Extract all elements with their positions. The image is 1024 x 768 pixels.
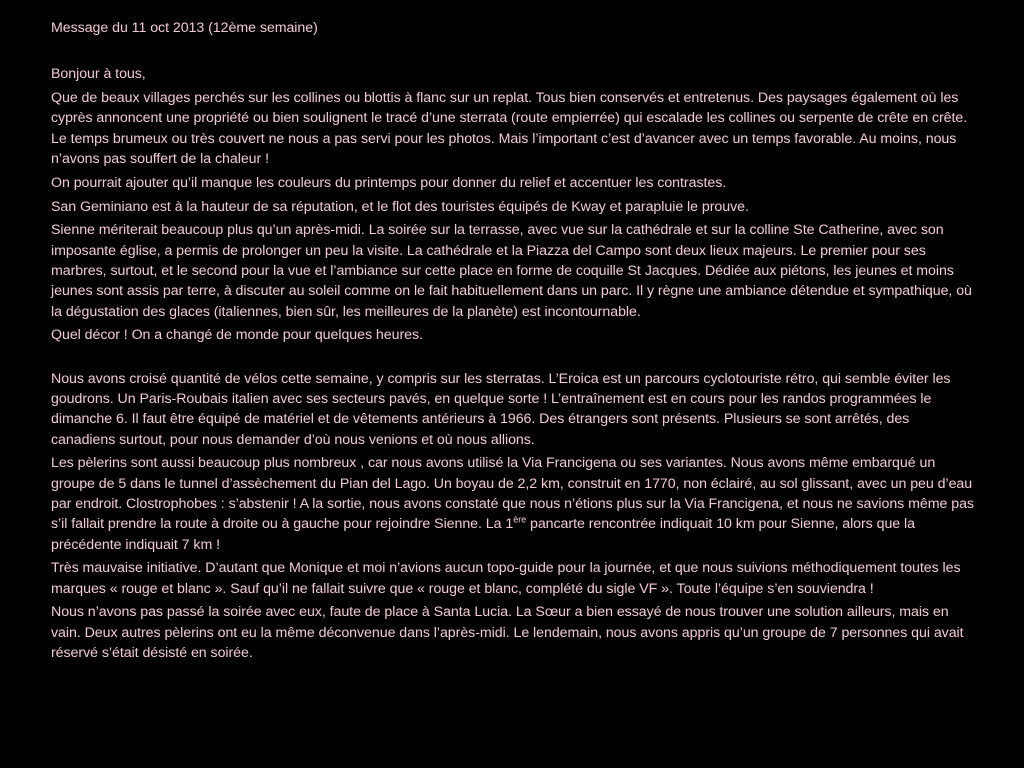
paragraph-pelerins	[51, 453, 977, 554]
paragraph-villages: Que de beaux villages perchés sur les collines ou blottis à flanc sur un replat. Tous bien conservés et entretenus. Des paysages également où les cyprès annoncent une propriété ou bien soulignent le tracé d’une sterrata (route empierrée) qui escalade les collines ou serpente de crête en crête. Le temps brumeux ou très couvert ne nous a pas servi pour les photos. Mais l’important c’est d’avancer avec un temps favorable. Au moins, nous n’avons pas souffert de la chaleur !	[51, 90, 968, 167]
paragraph-sienne: Sienne mériterait beaucoup plus qu’un après-midi. La soirée sur la terrasse, avec vue sur la cathédrale et sur la colline Ste Catherine, avec son imposante église, a permis de prolonger un peu la visite. La cathédrale et la Piazza del Campo sont deux lieux majeurs. Le premier pour ses marbres, surtout, et le second pour la vue et l’ambiance sur cette place en forme de coquille St Jacques. Dédiée aux piétons, les jeunes et moins jeunes sont assis par terre, à discuter au soleil comme on le fait habituellement dans un parc. Il y règne une ambiance détendue et sympathique, où la dégustation des glaces (italiennes, bien sûr, les meilleures de la planète) est incontournable.	[51, 222, 972, 320]
ordinal-superscript: ère	[513, 514, 527, 525]
paragraph-velos: Nous avons croisé quantité de vélos cette semaine, y compris sur les sterratas. L’Eroica est un parcours cyclotouriste rétro, qui semble éviter les goudrons. Un Paris-Roubais italien avec ses secteurs pavés, en quelque sorte ! L’entraînement est en cours pour les randos programmées le dimanche 6. Il faut être équipé de matériel et de vêtements antérieurs à 1966. Des étrangers sont présents. Plusieurs se sont arrêtés, des canadiens surtout, pour nous demander d’où nous venions et où nous allions.	[51, 370, 951, 448]
message-date-line: Message du 11 oct 2013 (12ème semaine)	[51, 20, 318, 36]
paragraph-spring-colors: On pourrait ajouter qu’il manque les couleurs du printemps pour donner du relief et accentuer les contrastes.	[51, 174, 727, 191]
letter-body	[51, 18, 977, 667]
greeting: Bonjour à tous,	[51, 66, 146, 83]
pelerins-text-after: pancarte rencontrée indiquait 10 km pour Sienne, alors que la précédente indiquait 7 km !	[51, 516, 915, 553]
paragraph-decor: Quel décor ! On a changé de monde pour quelques heures.	[51, 327, 423, 344]
paragraph-san-geminiano: San Geminiano est à la hauteur de sa réputation, et le flot des touristes équipés de Kway et parapluie le prouve.	[51, 198, 749, 215]
paragraph-initiative: Très mauvaise initiative. D’autant que Monique et moi n’avions aucun topo-guide pour la journée, et que nous suivions méthodiquement toutes les marques « rouge et blanc ». Sauf qu’il ne fallait suivre que « rouge et blanc, complété du sigle VF ». Toute l’équipe s’en souviendra !	[51, 560, 961, 597]
paragraph-santa-lucia: Nous n’avons pas passé la soirée avec eux, faute de place à Santa Lucia. La Sœur a bien essayé de nous trouver une solution ailleurs, mais en vain. Deux autres pèlerins ont eu la même déconvenue dans l’après-midi. Le lendemain, nous avons appris qu’un groupe de 7 personnes qui avait réservé s’était désisté en soirée.	[51, 604, 964, 662]
pelerins-text-before: Les pèlerins sont aussi beaucoup plus nombreux , car nous avons utilisé la Via Francigena ou ses variantes. Nous avons même embarqué un groupe de 5 dans le tunnel d’assèchement du Pian del Lago. Un boyau de 2,2 km, construit en 1770, non éclairé, au sol glissant, avec un peu d’eau par endroit. Clostrophobes : s’abstenir ! A la sortie, nous avons constaté que nous n’étions plus sur la Via Francigena, et nous ne savions même pas s’il fallait prendre la route à droite ou à gauche pour rejoindre Sienne. La 1	[51, 455, 974, 533]
